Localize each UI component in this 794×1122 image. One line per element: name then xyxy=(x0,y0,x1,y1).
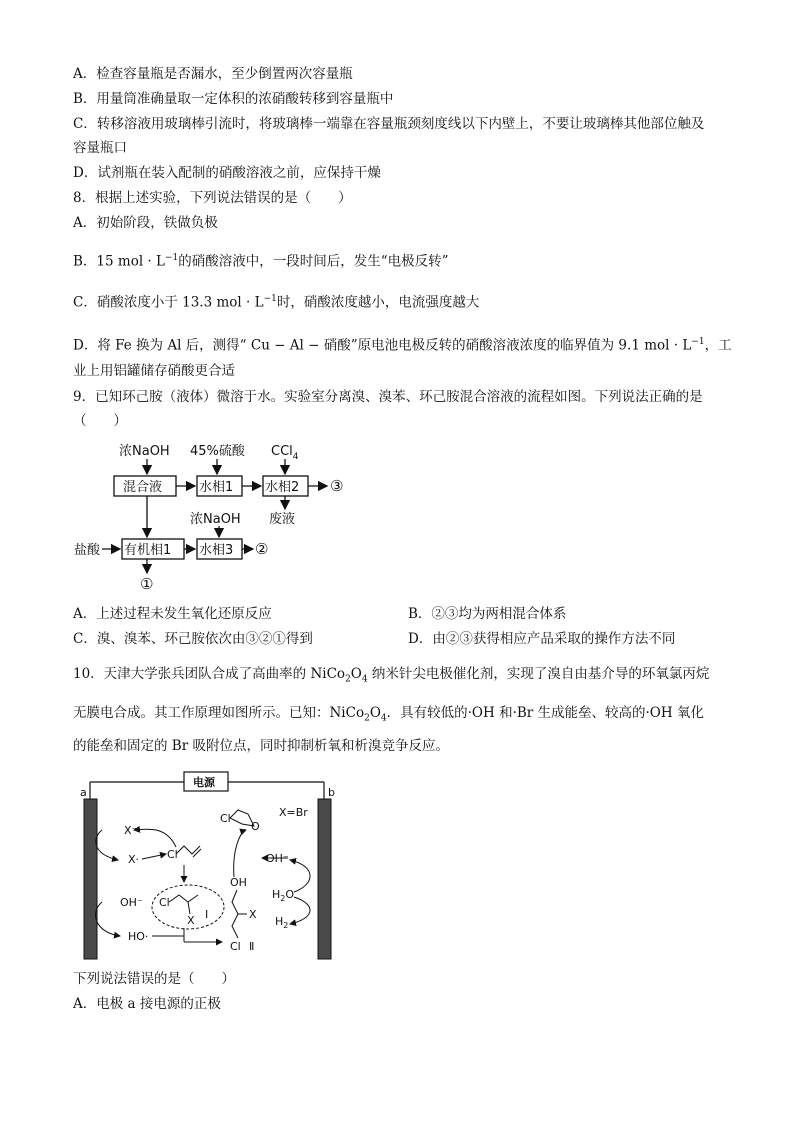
hydroxide-left: OH⁻ xyxy=(120,896,143,909)
q8-option-c xyxy=(73,289,479,313)
intermediate-i-bond-x xyxy=(188,902,190,914)
q10-l2-mid: O xyxy=(369,705,381,721)
arrow-xdot-to-allyl xyxy=(142,854,166,859)
q9-option-c: C．溴、溴苯、环己胺依次由③②①得到 xyxy=(73,631,313,647)
flow-label-mix: 混合液 xyxy=(123,480,163,495)
intermediate-ii-label: Ⅱ xyxy=(249,940,255,953)
q8-c-pre: C．硝酸浓度小于 13.3 mol · L xyxy=(73,294,264,311)
q7-option-b: B．用量筒准确量取一定体积的浓硝酸转移到容量瓶中 xyxy=(73,91,394,107)
q10-l2-s1: 2 xyxy=(364,713,370,724)
allyl-cl: Cl xyxy=(167,848,178,861)
flow-out3: ③ xyxy=(330,477,344,495)
arrow-water-to-h2 xyxy=(290,897,310,924)
q10-option-a: A．电极 a 接电源的正极 xyxy=(73,996,221,1012)
q8-d-sup: −1 xyxy=(691,337,705,347)
arrow-oh-to-hodot xyxy=(96,902,120,936)
q7-option-c-line1: C．转移溶液用玻璃棒引流时，将玻璃棒一端靠在容量瓶颈刻度线以下内壁上，不要让玻璃棒其他部位触及 xyxy=(73,116,705,132)
q7-option-d: D．试剂瓶在装入配制的硝酸溶液之前，应保持干燥 xyxy=(73,165,381,181)
q10-l1-s1: 2 xyxy=(345,674,351,685)
q7-option-c-line2: 容量瓶口 xyxy=(73,140,127,156)
q8-option-d-line2: 业上用铝罐储存硝酸更合适 xyxy=(73,363,235,379)
x-minus: X⁻ xyxy=(124,824,138,837)
hydrogen-label: $H_2$ xyxy=(275,915,289,930)
intermediate-ii-cl: Cl xyxy=(230,940,241,953)
q10-stem-line3: 的能垒和固定的 Br 吸附位点，同时抑制析氧和析溴竞争反应。 xyxy=(73,738,449,754)
q10-stem-line1 xyxy=(73,664,709,690)
flow-reagent-hcl: 盐酸 xyxy=(74,543,101,558)
q10-electrolysis-diagram xyxy=(72,762,362,962)
flow-reagent-naoh: 浓NaOH xyxy=(119,444,170,459)
epoxide-cl: Cl xyxy=(220,812,231,825)
epoxide-o: O xyxy=(251,820,260,833)
q9-flowchart xyxy=(72,434,362,594)
x-radical: X· xyxy=(128,853,140,866)
q8-option-d-line1 xyxy=(73,332,732,356)
q8-b-post: 的硝酸溶液中，一段时间后，发生“电极反转” xyxy=(178,253,449,270)
q8-option-a: A．初始阶段，铁做负极 xyxy=(73,215,218,231)
arrow-xminus-to-xdot xyxy=(96,830,118,860)
q9-option-a: A．上述过程未发生氧化还原反应 xyxy=(73,606,272,622)
intermediate-ii-x: X xyxy=(249,908,257,921)
allyl-double-bond xyxy=(193,849,201,857)
intermediate-ii-oh: OH xyxy=(230,876,247,889)
hydroxyl-radical: HO· xyxy=(128,930,149,943)
electrode-a xyxy=(84,799,97,959)
flow-waste: 废液 xyxy=(269,512,296,527)
flow-ccl4-sub: 4 xyxy=(292,452,299,462)
q10-l1-pre: 10．天津大学张兵团队合成了高曲率的 NiCo xyxy=(73,666,346,682)
q10-l2-s2: 4 xyxy=(380,713,387,724)
electrode-a-label: a xyxy=(80,786,87,799)
q10-l1-post: 纳米针尖电极催化剂，实现了溴自由基介导的环氧氯丙烷 xyxy=(367,666,710,682)
intermediate-i-cl: Cl xyxy=(159,896,170,909)
q7-option-a: A．检查容量瓶是否漏水，至少倒置两次容量瓶 xyxy=(73,66,353,82)
q10-stem-line2 xyxy=(73,703,704,729)
q10-l2-pre: 无膜电合成。其工作原理如图所示。已知：NiCo xyxy=(73,705,365,721)
flow-label-org1: 有机相1 xyxy=(124,543,172,558)
flow-label-water2: 水相2 xyxy=(265,480,300,495)
q10-l1-mid: O xyxy=(350,666,362,682)
electrode-b xyxy=(318,799,331,959)
flow-ccl4-text: CCl xyxy=(271,444,293,459)
intermediate-i-x: X xyxy=(187,914,195,927)
q8-c-sup: −1 xyxy=(263,294,277,304)
q8-c-post: 时，硝酸浓度越小，电流强度越大 xyxy=(276,294,480,311)
q9-stem-line1: 9．已知环己胺（液体）微溶于水。实验室分离溴、溴苯、环己胺混合溶液的流程如图。下列说法正确的是 xyxy=(73,389,703,405)
q8-d-post: ，工 xyxy=(704,337,732,354)
q8-b-pre: B．15 mol · L xyxy=(73,253,165,270)
q8-option-b xyxy=(73,248,449,272)
x-br-note: X=Br xyxy=(279,806,308,819)
allyl-chain xyxy=(176,846,200,854)
flow-out1: ① xyxy=(140,575,154,593)
arrow-x-to-xminus xyxy=(134,829,176,847)
flow-label-water3: 水相3 xyxy=(199,543,234,558)
flow-reagent-h2so4: 45%硫酸 xyxy=(190,444,245,459)
electrode-b-label: b xyxy=(328,786,335,799)
q9-option-b: B．②③均为两相混合体系 xyxy=(408,606,567,622)
arrow-hodot-line xyxy=(152,936,184,942)
water-label: $H_2O$ xyxy=(272,888,295,903)
hydroxide-right: OH⁻ xyxy=(266,852,289,865)
q10-l2-post: ．具有较低的·OH 和·Br 生成能垒、较高的·OH 氧化 xyxy=(386,705,704,721)
intermediate-i-chain xyxy=(169,895,198,902)
flow-label-water1: 水相1 xyxy=(199,480,234,495)
flow-out2: ② xyxy=(255,540,269,558)
q9-option-d: D．由②③获得相应产品采取的操作方法不同 xyxy=(408,631,676,647)
q8-b-sup: −1 xyxy=(164,253,179,263)
arrow-int2-to-epoxide xyxy=(234,830,246,877)
intermediate-ii-chain xyxy=(232,890,238,938)
q8-stem: 8．根据上述实验，下列说法错误的是（ ） xyxy=(73,190,352,206)
q10-l1-s2: 4 xyxy=(361,674,368,685)
power-label: 电源 xyxy=(193,776,215,789)
q8-d-pre: D．将 Fe 换为 Al 后，测得“ Cu − Al − 硝酸”原电池电极反转的硝酸溶液浓度的临界值为 9.1 mol · L xyxy=(73,337,692,354)
q9-stem-line2: （ ） xyxy=(73,413,127,429)
q10-question-stem: 下列说法错误的是（ ） xyxy=(73,971,235,987)
intermediate-i-label: I xyxy=(205,908,209,921)
flow-reagent-naoh2: 浓NaOH xyxy=(190,512,241,527)
